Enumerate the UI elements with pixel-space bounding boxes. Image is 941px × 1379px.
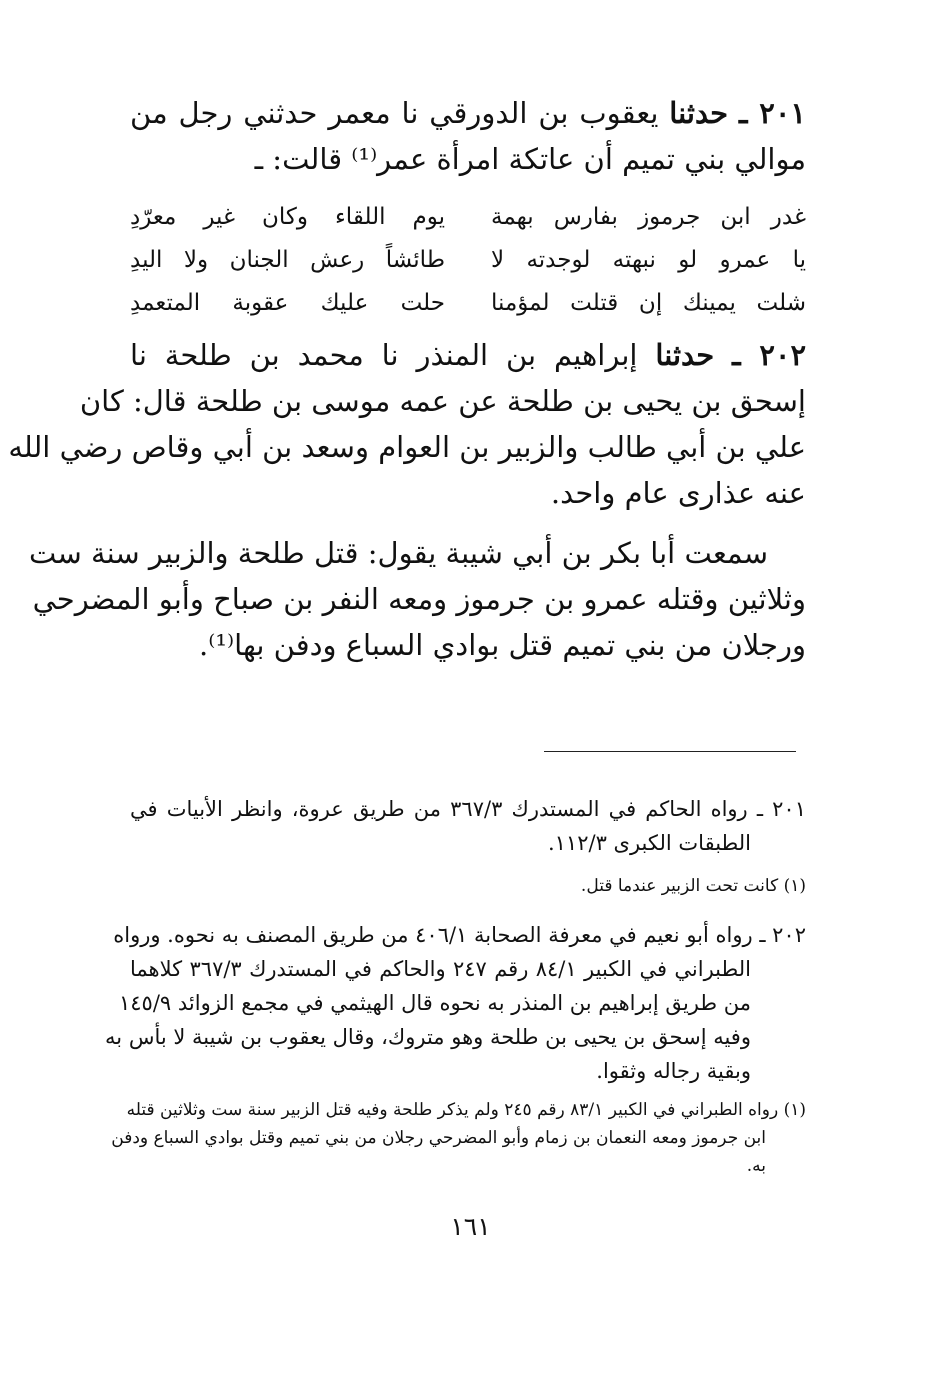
subnote-line: ابن جرموز ومعه النعمان بن زمام وأبو المضرحي رجلان من بني تميم وقتل بوادي السباع ودفن bbox=[111, 1128, 766, 1148]
poem-verse bbox=[130, 239, 806, 282]
footnote-line: الطبقات الكبرى ١١٢/٣. bbox=[547, 831, 751, 855]
hadith-202-line-1 bbox=[130, 332, 806, 378]
hadith-202-line-4: عنه عذارى عام واحد. bbox=[550, 476, 806, 510]
narration bbox=[29, 530, 806, 668]
hadith-201 bbox=[130, 90, 806, 182]
footnote-201 bbox=[130, 792, 806, 860]
hadith-number: ٢٠١ ـ bbox=[739, 96, 806, 130]
hadith-202 bbox=[8, 332, 807, 516]
footnote-line: وبقية رجاله وثقوا. bbox=[596, 1059, 751, 1083]
poem-hemistich-first: شلت يمينك إن قتلت لمؤمنا bbox=[491, 290, 806, 316]
hadith-201-line-1 bbox=[130, 90, 806, 136]
footnote-202 bbox=[105, 918, 806, 1088]
footnote-line: ٢٠١ ـ رواه الحاكم في المستدرك ٣٦٧/٣ من طريق عروة، وانظر الأبيات في bbox=[130, 797, 806, 821]
poem bbox=[130, 196, 806, 325]
hadith-number: ٢٠٢ ـ bbox=[732, 338, 807, 372]
poem-hemistich-second: يوم اللقاء وكان غير معرّدِ bbox=[130, 204, 445, 230]
narration-line-3: ورجلان من بني تميم قتل بوادي السباع ودفن بها⁽¹⁾. bbox=[199, 628, 806, 662]
footnote-line: ٢٠٢ ـ رواه أبو نعيم في معرفة الصحابة ٤٠٦/١ من طريق المصنف به نحوه. ورواه bbox=[113, 923, 806, 947]
subnote-line: به. bbox=[746, 1156, 766, 1176]
subnote-line: (١) كانت تحت الزبير عندما قتل. bbox=[580, 876, 806, 896]
poem-hemistich-second: طائشاً رعش الجنان ولا اليدِ bbox=[130, 247, 445, 273]
poem-hemistich-first: غدر ابن جرموز بفارس بهمة bbox=[491, 204, 806, 230]
hadith-202-line-2: إسحق بن يحيى بن طلحة عن عمه موسى بن طلحة قال: كان bbox=[79, 384, 806, 418]
footnote-line: وفيه إسحق بن يحيى بن طلحة وهو متروك، وقال يعقوب بن شيبة لا بأس به bbox=[105, 1025, 751, 1049]
hadith-text: يعقوب بن الدورقي نا معمر حدثني رجل من bbox=[130, 96, 659, 130]
hadith-keyword: حدثنا bbox=[655, 338, 715, 372]
narration-line-2: وثلاثين وقتله عمرو بن جرموز ومعه النفر بن صباح وأبو المضرحي bbox=[32, 582, 806, 616]
page-number: ١٦١ bbox=[450, 1212, 491, 1241]
footnote-line: من طريق إبراهيم بن المنذر به نحوه قال الهيثمي في مجمع الزوائد ١٤٥/٩ bbox=[119, 991, 751, 1015]
footnote-202-sub bbox=[111, 1096, 806, 1180]
poem-hemistich-second: حلت عليك عقوبة المتعمدِ bbox=[130, 290, 445, 316]
narration-line-1: سمعت أبا بكر بن أبي شيبة يقول: قتل طلحة والزبير سنة ست bbox=[29, 536, 768, 570]
footnote-201-sub bbox=[130, 872, 806, 900]
poem-hemistich-first: يا عمرو لو نبهته لوجدته لا bbox=[491, 247, 806, 273]
footnote-line: الطبراني في الكبير ٨٤/١ رقم ٢٤٧ والحاكم في المستدرك ٣٦٧/٣ كلاهما bbox=[130, 957, 751, 981]
footnote-separator bbox=[544, 751, 796, 752]
hadith-201-line-2: موالي بني تميم أن عاتكة امرأة عمر⁽¹⁾ قالت: ـ bbox=[254, 142, 806, 176]
hadith-keyword: حدثنا bbox=[669, 96, 729, 130]
poem-verse bbox=[130, 282, 806, 325]
hadith-text: إبراهيم بن المنذر نا محمد بن طلحة نا bbox=[130, 338, 638, 372]
hadith-202-line-3: علي بن أبي طالب والزبير بن العوام وسعد بن أبي وقاص رضي الله bbox=[8, 430, 806, 464]
subnote-line: (١) رواه الطبراني في الكبير ٨٣/١ رقم ٢٤٥ ولم يذكر طلحة وفيه قتل الزبير سنة ست وثلاثين قتله bbox=[126, 1100, 806, 1120]
poem-verse bbox=[130, 196, 806, 239]
